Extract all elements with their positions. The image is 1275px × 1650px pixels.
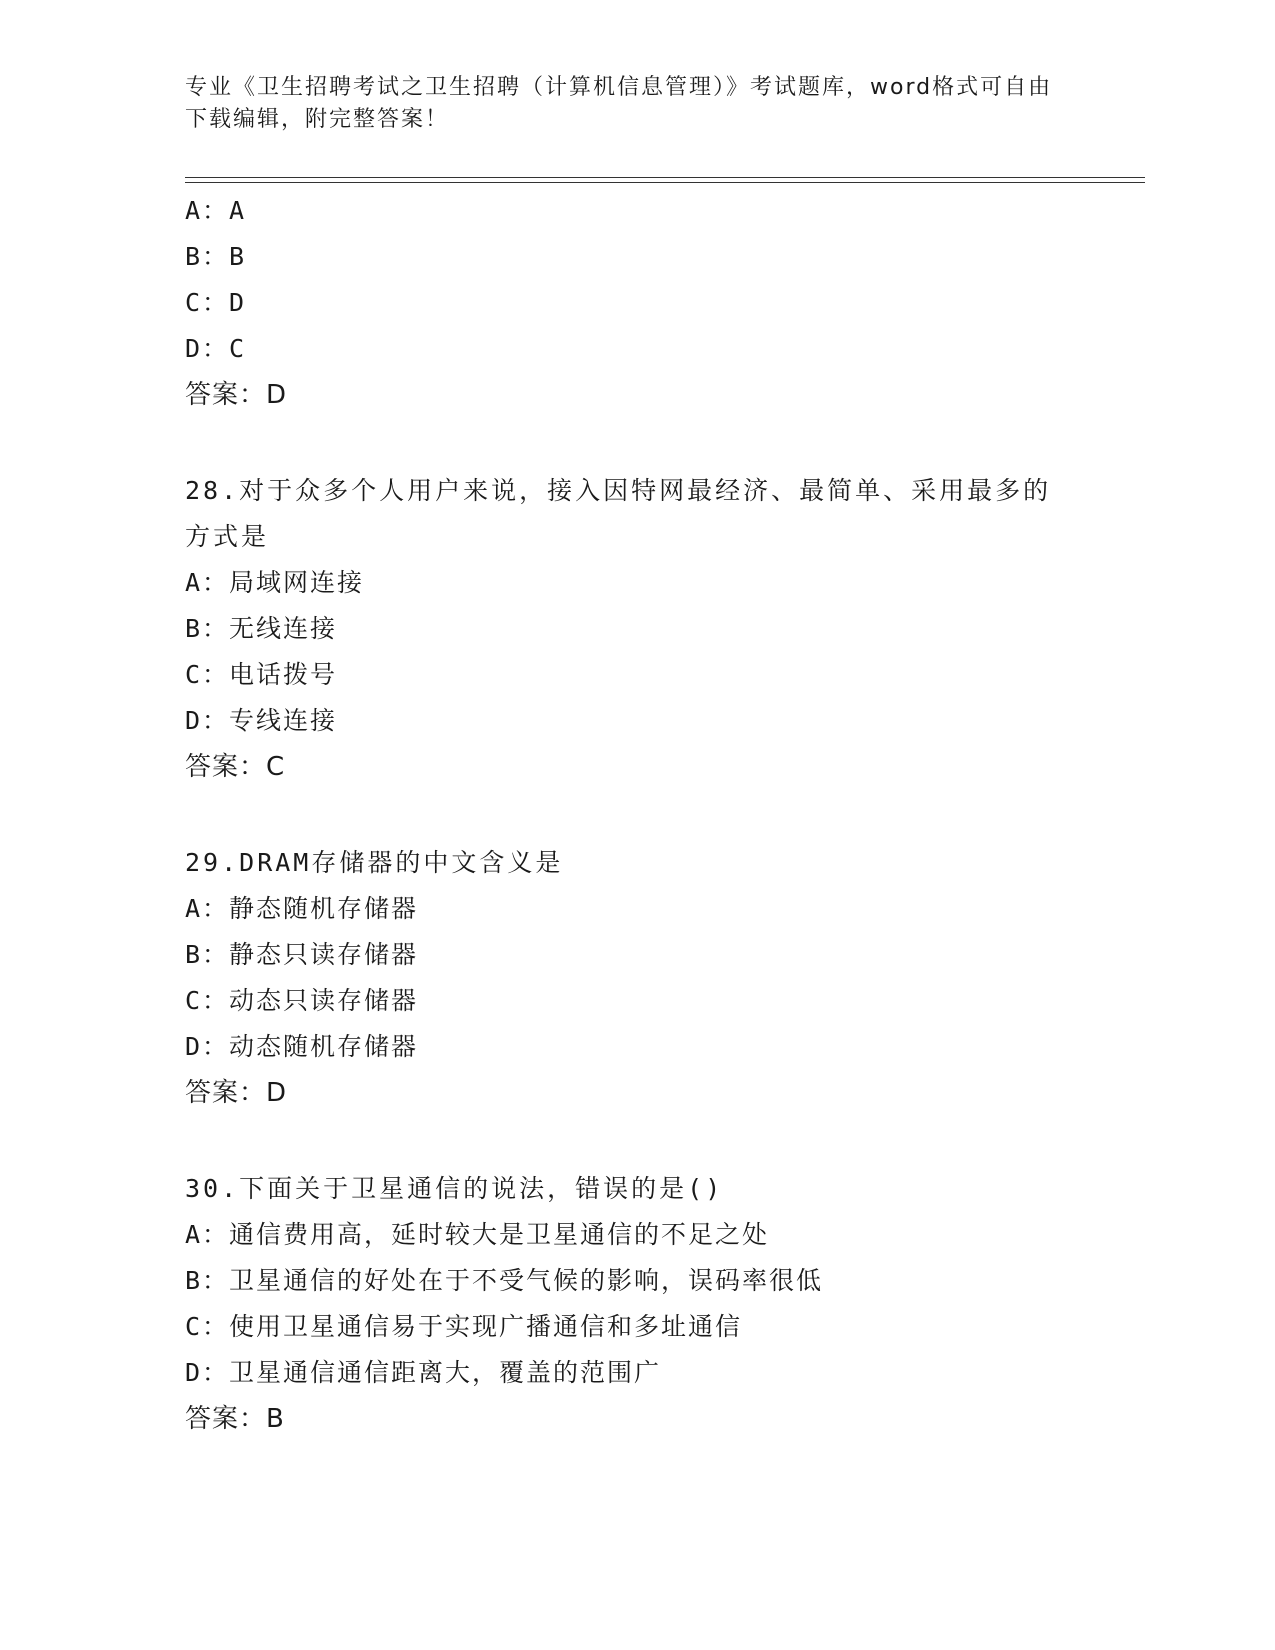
- option-b: B：卫星通信的好处在于不受气候的影响，误码率很低: [185, 1266, 824, 1295]
- question-block-27: [185, 188, 1085, 418]
- option-d: D：C: [185, 334, 247, 363]
- answer-line: 答案：D: [185, 380, 288, 410]
- option-a: A：通信费用高，延时较大是卫星通信的不足之处: [185, 1220, 770, 1249]
- option-c: C：D: [185, 288, 247, 317]
- option-a: A：静态随机存储器: [185, 894, 419, 923]
- question-text: 28.对于众多个人用户来说，接入因特网最经济、最简单、采用最多的方式是: [185, 476, 1052, 551]
- option-b: B：B: [185, 242, 247, 271]
- answer-line: 答案：D: [185, 1078, 288, 1108]
- option-c: C：电话拨号: [185, 660, 338, 689]
- question-block-28: [185, 468, 1085, 790]
- question-block-29: [185, 840, 1085, 1116]
- option-d: D：动态随机存储器: [185, 1032, 419, 1061]
- question-list: [185, 188, 1085, 1442]
- header-divider-bottom: [185, 182, 1145, 183]
- option-b: B：无线连接: [185, 614, 338, 643]
- document-header: 专业《卫生招聘考试之卫生招聘（计算机信息管理）》考试题库，word格式可自由下载编辑，附完整答案！: [185, 75, 1053, 132]
- question-text: 30.下面关于卫星通信的说法，错误的是(): [185, 1174, 724, 1203]
- question-text: 29.DRAM存储器的中文含义是: [185, 848, 564, 877]
- option-c: C：动态只读存储器: [185, 986, 419, 1015]
- option-b: B：静态只读存储器: [185, 940, 419, 969]
- answer-line: 答案：B: [185, 1404, 285, 1434]
- option-a: A：A: [185, 196, 247, 225]
- option-d: D：卫星通信通信距离大，覆盖的范围广: [185, 1358, 662, 1387]
- option-d: D：专线连接: [185, 706, 338, 735]
- answer-line: 答案：C: [185, 752, 286, 782]
- header-divider-top: [185, 177, 1145, 178]
- option-a: A：局域网连接: [185, 568, 365, 597]
- question-block-30: [185, 1166, 1085, 1442]
- option-c: C：使用卫星通信易于实现广播通信和多址通信: [185, 1312, 743, 1341]
